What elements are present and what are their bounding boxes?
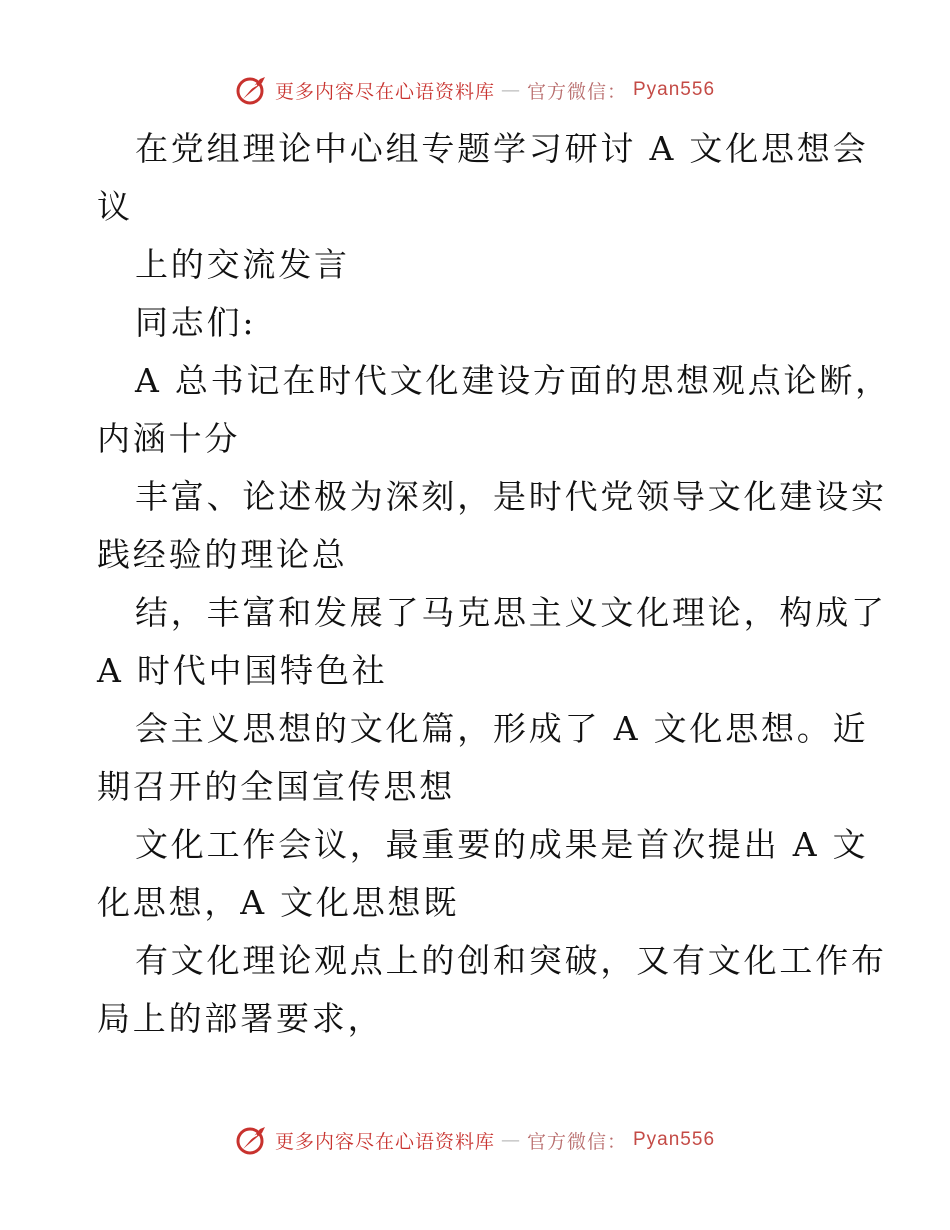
paragraph-line: 期召开的全国宣传思想 xyxy=(97,767,455,806)
document-body xyxy=(97,120,891,1048)
paragraph-line: 会主义思想的文化篇，形成了 A 文化思想。近 xyxy=(135,709,869,748)
banner-dash: — xyxy=(500,79,521,101)
footer-watermark-banner xyxy=(0,1120,950,1160)
banner-wechat-id: Pyan556 xyxy=(633,1129,716,1150)
paragraph-line: 丰富、论述极为深刻，是时代党领导文化建设实 xyxy=(135,477,887,516)
paragraph-line: 践经验的理论总 xyxy=(97,535,348,574)
banner-dash: — xyxy=(500,1129,521,1151)
paragraph-line: A 总书记在时代文化建设方面的思想观点论断， xyxy=(135,361,891,400)
salutation: 同志们: xyxy=(135,303,257,342)
banner-wechat-id: Pyan556 xyxy=(633,79,716,100)
banner-wechat-label: 官方微信： xyxy=(526,80,627,103)
banner-wechat-label: 官方微信： xyxy=(526,1130,627,1153)
paragraph-line: 有文化理论观点上的创和突破，又有文化工作布 xyxy=(135,941,887,980)
quill-circle-logo-icon xyxy=(235,1123,269,1157)
paragraph-line: 局上的部署要求， xyxy=(97,999,384,1038)
title-line-2: 议 xyxy=(97,187,133,226)
paragraph-line: 化思想，A 文化思想既 xyxy=(97,883,460,922)
title-line-1: 在党组理论中心组专题学习研讨 A 文化思想会 xyxy=(135,129,869,168)
paragraph-line: A 时代中国特色社 xyxy=(97,651,388,690)
quill-circle-logo-icon xyxy=(235,73,269,107)
banner-site-text: 更多内容尽在心语资料库 xyxy=(274,80,495,103)
header-watermark-banner xyxy=(0,70,950,110)
paragraph-line: 结，丰富和发展了马克思主义文化理论，构成了 xyxy=(135,593,887,632)
title-line-3: 上的交流发言 xyxy=(135,245,350,284)
banner-site-text: 更多内容尽在心语资料库 xyxy=(274,1130,495,1153)
paragraph-line: 内涵十分 xyxy=(97,419,241,458)
paragraph-line: 文化工作会议，最重要的成果是首次提出 A 文 xyxy=(135,825,869,864)
